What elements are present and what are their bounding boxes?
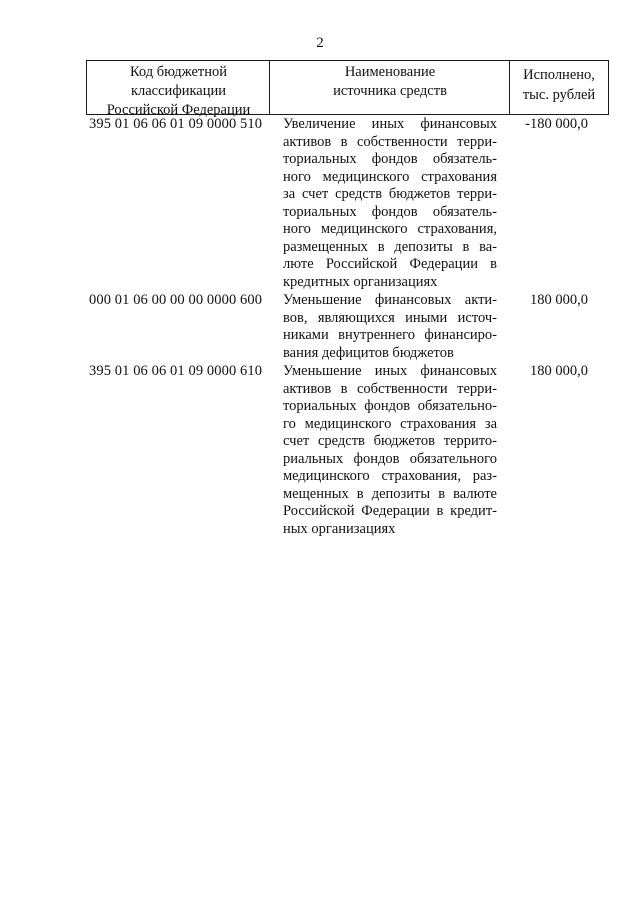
- header-code-line: Код бюджетной: [129, 64, 227, 80]
- description-line: вов, являющихся иными источ-: [283, 309, 497, 326]
- source-description: [283, 363, 497, 538]
- description-line: медицинского страхования, раз-: [283, 468, 497, 484]
- description-line: ториальных фондов обязательно-: [283, 398, 497, 414]
- table-row: [0, 116, 640, 291]
- description-line: ториальных фондов обязатель-: [283, 151, 497, 167]
- header-code-column: [86, 60, 270, 118]
- header-executed-column: [509, 60, 609, 115]
- budget-code: 395 01 06 06 01 09 0000 510: [89, 116, 263, 132]
- executed-amount: -180 000,0: [525, 116, 588, 132]
- description-line: люте Российской Федерации в: [283, 256, 497, 272]
- executed-amount: 180 000,0: [530, 363, 588, 379]
- description-line: Уменьшение финансовых акти-: [283, 292, 497, 308]
- description-line: риальных фондов обязательного: [283, 450, 497, 467]
- description-line: ных организациях: [283, 520, 396, 537]
- table-row: [0, 363, 640, 538]
- description-line: размещенных в депозиты в ва-: [283, 238, 497, 255]
- header-executed-line: Исполнено,: [523, 67, 595, 83]
- header-name-line: источника средств: [333, 83, 447, 99]
- executed-amount: 180 000,0: [530, 292, 588, 308]
- description-line: ного медицинского страхования,: [283, 221, 497, 237]
- description-line: Увеличение иных финансовых: [283, 116, 497, 132]
- description-line: Российской Федерации в кредит-: [283, 503, 497, 519]
- description-line: никами внутреннего финансиро-: [283, 327, 497, 343]
- header-name-column: [269, 60, 510, 115]
- description-line: мещенных в депозиты в валюте: [283, 485, 497, 502]
- page-number: 2: [316, 35, 324, 51]
- description-line: ториальных фондов обязатель-: [283, 203, 497, 220]
- source-description: [283, 292, 497, 362]
- table-body: [0, 116, 640, 538]
- description-line: активов в собственности терри-: [283, 133, 497, 150]
- budget-code: 395 01 06 06 01 09 0000 610: [89, 363, 263, 379]
- description-line: го медицинского страхования за: [283, 415, 497, 432]
- description-line: счет средств бюджетов террито-: [283, 433, 497, 449]
- header-executed-line: тыс. рублей: [522, 87, 596, 103]
- description-line: Уменьшение иных финансовых: [283, 363, 497, 379]
- header-code-line: классификации: [130, 83, 227, 99]
- header-code-line: Российской Федерации: [106, 102, 251, 118]
- source-description: [283, 116, 497, 291]
- description-line: ного медицинского страхования: [283, 168, 497, 185]
- budget-code: 000 01 06 00 00 00 0000 600: [89, 292, 263, 308]
- description-line: кредитных организациях: [283, 273, 438, 290]
- description-line: за счет средств бюджетов терри-: [283, 186, 497, 202]
- header-name-line: Наименование: [344, 64, 436, 80]
- description-line: активов в собственности терри-: [283, 380, 497, 397]
- table-row: [0, 292, 640, 362]
- description-line: вания дефицитов бюджетов: [283, 344, 454, 361]
